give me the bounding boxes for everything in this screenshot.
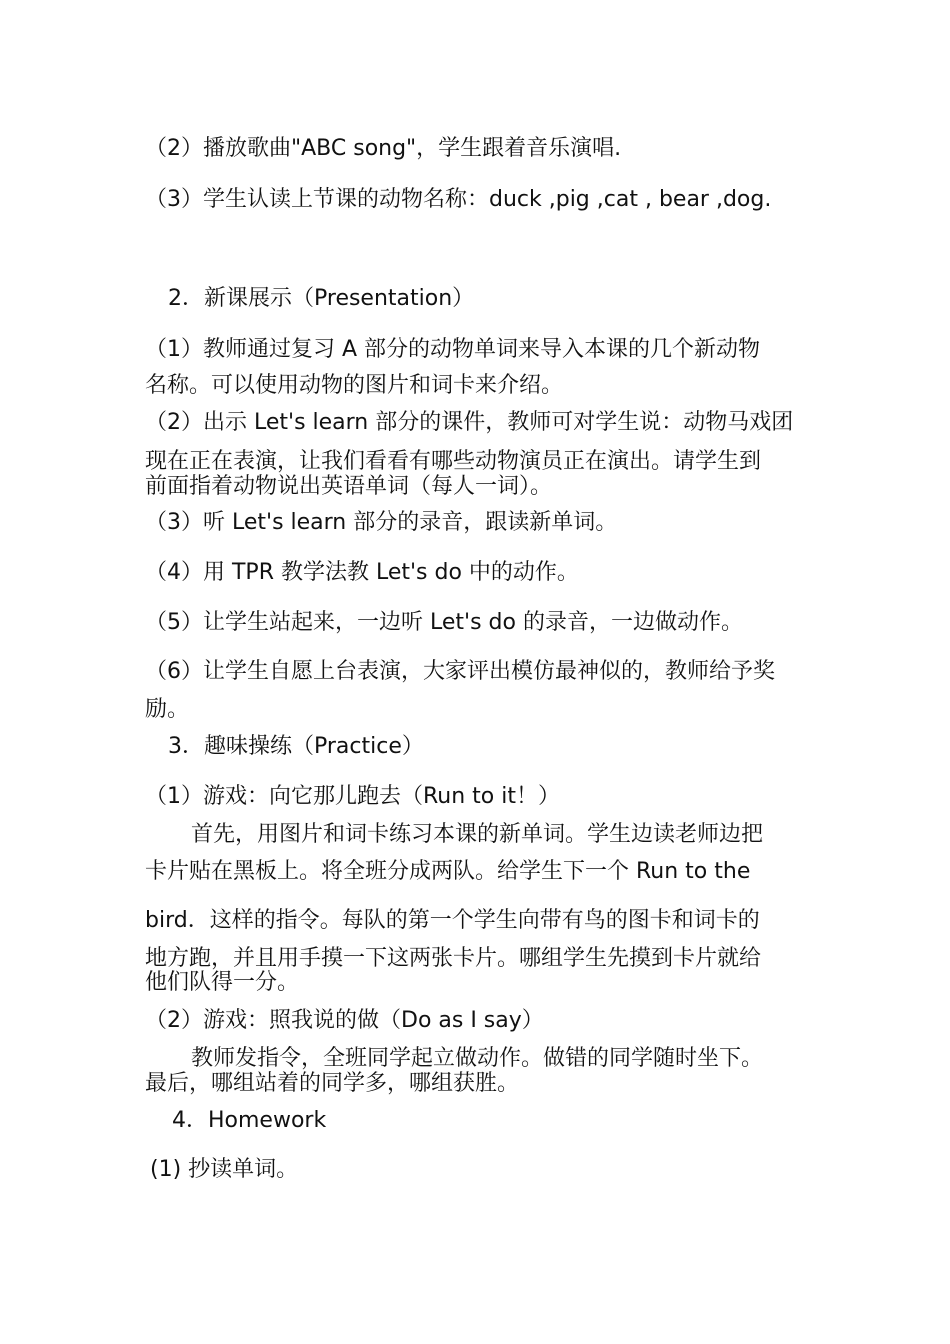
step-line: （2）出示 Let's learn 部分的课件，教师可对学生说：动物马戏团 bbox=[145, 410, 794, 435]
paragraph-line: 教师发指令，全班同学起立做动作。做错的同学随时坐下。 bbox=[191, 1046, 764, 1071]
paragraph-line: 他们队得一分。 bbox=[145, 970, 300, 995]
section-heading: 4．Homework bbox=[172, 1108, 327, 1133]
paragraph-line: 前面指着动物说出英语单词（每人一词）。 bbox=[145, 474, 553, 499]
paragraph-line: 卡片贴在黑板上。将全班分成两队。给学生下一个 Run to the bbox=[145, 859, 751, 884]
step-line: （1）教师通过复习 A 部分的动物单词来导入本课的几个新动物 bbox=[145, 337, 761, 362]
step-line: （4）用 TPR 教学法教 Let's do 中的动作。 bbox=[145, 560, 579, 585]
step-line: （1）游戏：向它那儿跑去（Run to it！） bbox=[145, 784, 560, 809]
step-line: （2）游戏：照我说的做（Do as I say） bbox=[145, 1008, 544, 1033]
step-line: （3）学生认读上节课的动物名称：duck ,pig ,cat , bear ,dog. bbox=[145, 187, 772, 212]
step-line: （5）让学生站起来，一边听 Let's do 的录音，一边做动作。 bbox=[145, 610, 743, 635]
step-line: （3）听 Let's learn 部分的录音，跟读新单词。 bbox=[145, 510, 618, 535]
section-heading: 3．趣味操练（Practice） bbox=[168, 734, 424, 759]
step-line: （6）让学生自愿上台表演，大家评出模仿最神似的，教师给予奖 bbox=[145, 659, 775, 684]
step-line: （2）播放歌曲"ABC song"，学生跟着音乐演唱. bbox=[145, 136, 622, 161]
step-line: (1) 抄读单词。 bbox=[150, 1157, 299, 1182]
paragraph-line: 地方跑，并且用手摸一下这两张卡片。哪组学生先摸到卡片就给 bbox=[145, 946, 762, 971]
paragraph-line: 名称。可以使用动物的图片和词卡来介绍。 bbox=[145, 373, 564, 398]
paragraph-line: bird．这样的指令。每队的第一个学生向带有鸟的图卡和词卡的 bbox=[145, 908, 760, 933]
section-heading: 2．新课展示（Presentation） bbox=[168, 286, 475, 311]
paragraph-line: 现在正在表演，让我们看看有哪些动物演员正在演出。请学生到 bbox=[145, 449, 762, 474]
paragraph-line: 首先，用图片和词卡练习本课的新单词。学生边读老师边把 bbox=[191, 822, 764, 847]
paragraph-line: 励。 bbox=[145, 697, 190, 722]
paragraph-line: 最后，哪组站着的同学多，哪组获胜。 bbox=[145, 1071, 520, 1096]
